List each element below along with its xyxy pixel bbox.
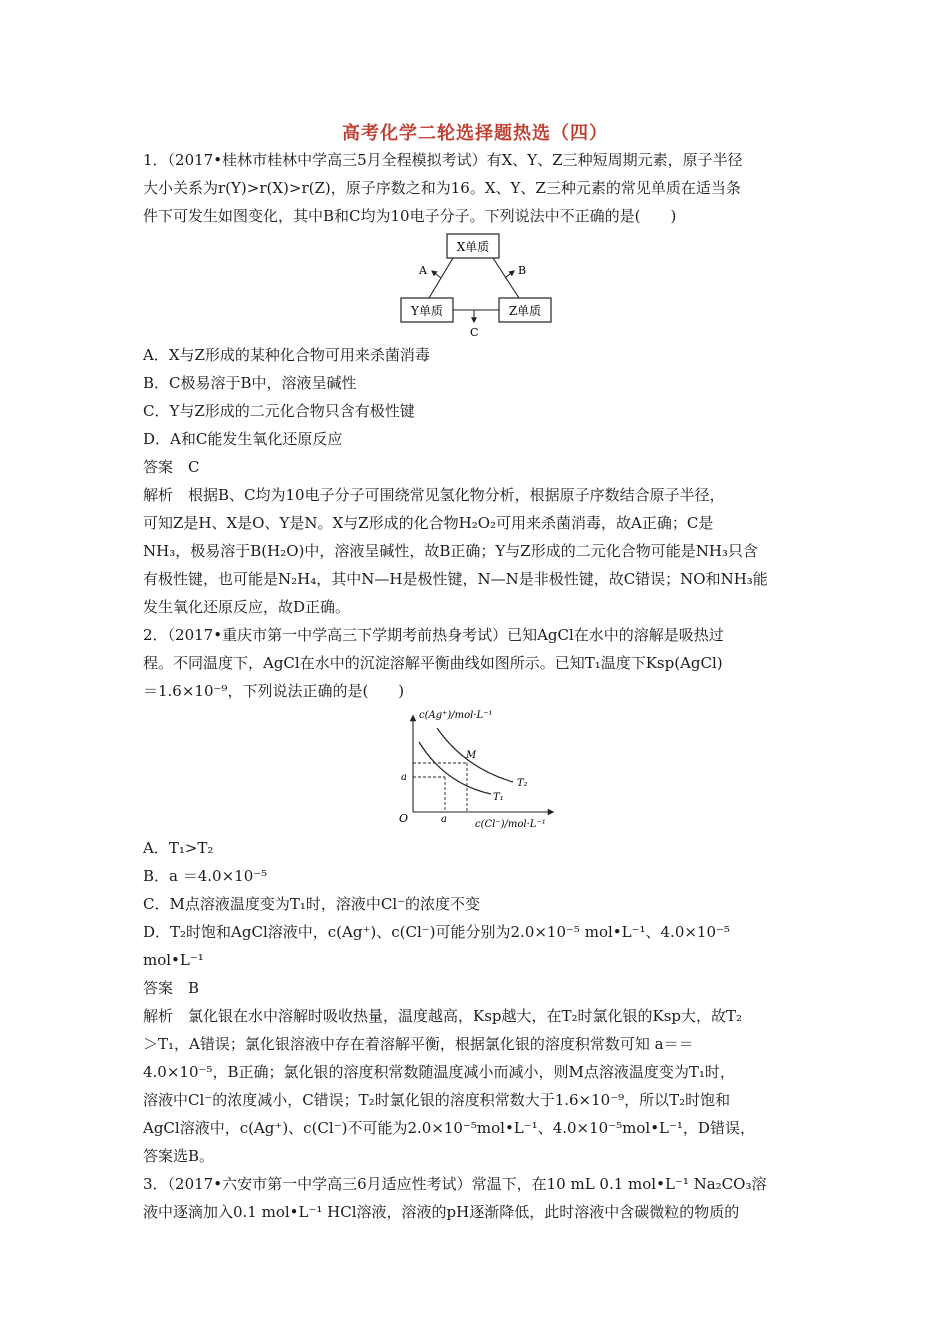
q1-option-c: C．Y与Z形成的二元化合物只含有极性键 <box>143 402 415 420</box>
q1-analysis-line: NH₃，极易溶于B(H₂O)中，溶液呈碱性，故B正确；Y与Z形成的二元化合物可能是NH₃只含 <box>143 542 758 560</box>
page-title: 高考化学二轮选择题热选（四） <box>342 123 608 144</box>
q1-analysis-line: 解析 根据B、C均为10电子分子可围绕常见氢化物分析，根据原子序数结合原子半径， <box>143 486 725 504</box>
product-c-label: C <box>470 326 479 339</box>
q2-analysis-line: 答案选B。 <box>143 1147 215 1165</box>
x-axis-label: c(Cl⁻)/mol·L⁻¹ <box>475 819 546 830</box>
q2-analysis-line: 溶液中Cl⁻的浓度减小，C错误；T₂时氯化银的溶度积常数大于1.6×10⁻⁹，所以T₂时饱和 <box>143 1091 731 1109</box>
curve-t2-label: T₂ <box>517 778 528 789</box>
q2-option-c: C．M点溶液温度变为T₁时，溶液中Cl⁻的浓度不变 <box>143 895 481 913</box>
q2-option-b: B．a ＝4.0×10⁻⁵ <box>143 867 268 885</box>
y-axis-label: c(Ag⁺)/mol·L⁻¹ <box>419 710 493 721</box>
q2-stem-line: 程。不同温度下，AgCl在水中的沉淀溶解平衡曲线如图所示。已知T₁温度下Ksp(AgCl) <box>143 654 723 672</box>
q2-analysis-line: AgCl溶液中，c(Ag⁺)、c(Cl⁻)不可能为2.0×10⁻⁵mol•L⁻¹、4.0×10⁻⁵mol•L⁻¹，D错误， <box>143 1119 755 1137</box>
q1-stem-line: 大小关系为r(Y)>r(X)>r(Z)，原子序数之和为16。X、Y、Z三种元素的常见单质在适当条 <box>143 179 741 197</box>
x-z-reaction-line <box>493 258 519 298</box>
q2-solubility-graph <box>395 706 565 830</box>
q2-analysis-line: 4.0×10⁻⁵，B正确；氯化银的溶度积常数随温度减小而减小，则M点溶液温度变为T₁时， <box>143 1063 735 1081</box>
q1-option-a: A．X与Z形成的某种化合物可用来杀菌消毒 <box>143 346 430 364</box>
point-m-label: M <box>466 750 477 761</box>
q1-answer: 答案 C <box>143 458 200 476</box>
product-b-arrow <box>505 271 514 278</box>
q3-stem-line: 液中逐滴加入0.1 mol•L⁻¹ HCl溶液，溶液的pH逐渐降低，此时溶液中含碳微粒的物质的 <box>143 1203 740 1221</box>
x-substance-label: X单质 <box>456 240 490 254</box>
q2-option-a: A．T₁>T₂ <box>143 839 214 857</box>
q1-transformation-diagram <box>395 228 555 346</box>
curve-t1-label: T₁ <box>493 792 504 803</box>
q2-stem-line: ＝1.6×10⁻⁹，下列说法正确的是( ) <box>143 682 405 700</box>
q2-option-d: D．T₂时饱和AgCl溶液中，c(Ag⁺)、c(Cl⁻)可能分别为2.0×10⁻⁵ mol•L⁻¹、4.0×10⁻⁵ <box>143 923 730 941</box>
q2-analysis-line: ＞T₁，A错误；氯化银溶液中存在着溶解平衡，根据氯化银的溶度积常数可知 a＝＝ <box>143 1035 694 1053</box>
x-tick-a: a <box>441 814 447 825</box>
q1-stem-line: 1．（2017•桂林市桂林中学高三5月全程模拟考试）有X、Y、Z三种短周期元素，原子半径 <box>143 151 743 169</box>
q2-stem-line: 2．（2017•重庆市第一中学高三下学期考前热身考试）已知AgCl在水中的溶解是吸热过 <box>143 626 724 644</box>
product-a-label: A <box>419 264 427 277</box>
product-a-arrow <box>432 271 441 278</box>
q2-analysis-line: 解析 氯化银在水中溶解时吸收热量，温度越高，Ksp越大，在T₂时氯化银的Ksp大，故T₂ <box>143 1007 743 1025</box>
q1-stem-line: 件下可发生如图变化，其中B和C均为10电子分子。下列说法中不正确的是( ) <box>143 207 677 225</box>
q1-option-b: B．C极易溶于B中，溶液呈碱性 <box>143 374 357 392</box>
q1-analysis-line: 有极性键，也可能是N₂H₄，其中N—H是极性键，N—N是非极性键，故C错误；NO和NH₃能 <box>143 570 768 588</box>
origin-label: O <box>399 812 409 825</box>
q3-stem-line: 3．（2017•六安市第一中学高三6月适应性考试）常温下，在10 mL 0.1 mol•L⁻¹ Na₂CO₃溶 <box>143 1175 767 1193</box>
z-substance-label: Z单质 <box>508 304 542 318</box>
q1-analysis-line: 发生氧化还原反应，故D正确。 <box>143 598 351 616</box>
y-tick-a: a <box>401 772 407 783</box>
product-b-label: B <box>518 264 527 277</box>
y-substance-label: Y单质 <box>411 304 443 318</box>
q1-analysis-line: 可知Z是H、X是O、Y是N。X与Z形成的化合物H₂O₂可用来杀菌消毒，故A正确；C是 <box>143 514 714 532</box>
q2-option-d-cont: mol•L⁻¹ <box>143 951 204 969</box>
q2-answer: 答案 B <box>143 979 200 997</box>
q1-option-d: D．A和C能发生氧化还原反应 <box>143 430 343 448</box>
